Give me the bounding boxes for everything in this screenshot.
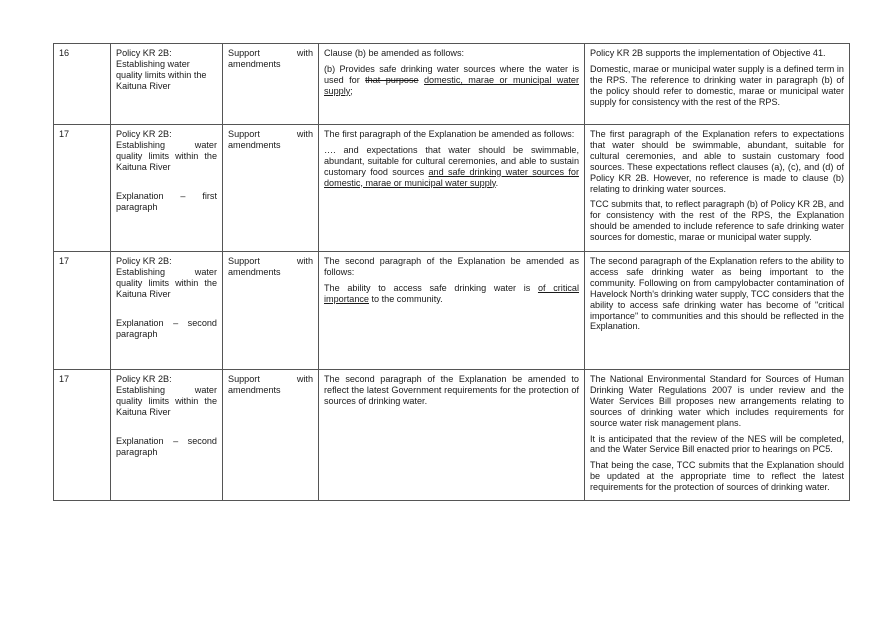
amendment-text: …. and expectations that water should be swimmable, abundant, suitable for cultural ceremonies, and able to sustain customary food sources [324, 144, 579, 177]
policy-title: Establishing water quality limits within the Kaituna River [116, 266, 217, 299]
submission-number-cell [54, 370, 111, 501]
provision-cell [111, 44, 223, 125]
table-row [54, 44, 850, 125]
policy-reference: Policy KR 2B: [116, 48, 172, 58]
reasons-cell [585, 125, 850, 252]
decision-intro: The second paragraph of the Explanation be amended to reflect the latest Government requirements for the protection of sources of drinking water. [324, 374, 579, 406]
decision-intro: Clause (b) be amended as follows: [324, 48, 465, 58]
submission-number: 17 [59, 256, 70, 266]
table-row [54, 252, 850, 370]
decision-amendment [324, 283, 579, 305]
decision-amendment [324, 64, 579, 97]
provision-cell [111, 125, 223, 252]
policy-reference: Policy KR 2B: [116, 374, 172, 384]
provision-subsection: Explanation – second paragraph [116, 435, 217, 457]
inserted-text: and safe drinking water sources for domestic, marae or municipal water supply [324, 166, 579, 188]
policy-reference: Policy KR 2B: [116, 129, 172, 139]
amendment-text: The ability to access safe drinking water is [324, 282, 538, 293]
submission-number: 17 [59, 374, 70, 384]
position-word: with [296, 256, 313, 266]
position-cell [223, 125, 319, 252]
position-cell [223, 252, 319, 370]
amendment-text: . [495, 177, 499, 188]
position-word: with [296, 48, 313, 58]
submission-number: 17 [59, 129, 70, 139]
decision-amendment [324, 145, 579, 189]
submission-number-cell [54, 125, 111, 252]
table-row [54, 370, 850, 501]
document-page [53, 43, 849, 501]
reason-paragraph: That being the case, TCC submits that the Explanation should be updated at the appropriate time to reflect the latest requirements for the protection of sources of drinking water. [590, 460, 844, 493]
submission-number-cell [54, 44, 111, 125]
reason-paragraph: Policy KR 2B supports the implementation of Objective 41. [590, 48, 826, 58]
decision-cell [319, 252, 585, 370]
provision-cell [111, 370, 223, 501]
provision-subsection: Explanation – first paragraph [116, 190, 217, 212]
position-cell [223, 44, 319, 125]
position-word: amendments [228, 139, 281, 150]
position-word: Support [228, 256, 260, 266]
position-word: Support [228, 374, 260, 384]
decision-intro: The second paragraph of the Explanation be amended as follows: [324, 256, 579, 277]
decision-cell [319, 44, 585, 125]
reasons-cell [585, 252, 850, 370]
policy-reference: Policy KR 2B: [116, 256, 172, 266]
position-cell [223, 370, 319, 501]
submission-number: 16 [59, 48, 70, 58]
position-word: Support [228, 129, 260, 139]
decision-cell [319, 125, 585, 252]
reason-paragraph: It is anticipated that the review of the NES will be completed, and the Water Service Bill enacted prior to hearings on PC5. [590, 433, 844, 455]
reason-paragraph: The second paragraph of the Explanation refers to the ability to access safe drinking water as being important to the community. Following on from campylobacter contamination of Havelock North's drinking water supply, TCC considers that the ability to access safe drinking water has become of "critical importance" to communities and this should be reflected in the Explanation. [590, 256, 844, 332]
submission-number-cell [54, 252, 111, 370]
decision-cell [319, 370, 585, 501]
amendment-text: (b) Provides safe drinking water sources where the water is used for [324, 63, 579, 85]
inserted-text: domestic, marae or municipal water supply [324, 74, 580, 96]
deleted-text: that purpose [365, 74, 419, 85]
table-row [54, 125, 850, 252]
position-word: with [296, 129, 313, 139]
inserted-text: of critical importance [324, 282, 579, 304]
position-word: amendments [228, 384, 281, 395]
reasons-cell [585, 370, 850, 501]
provision-subsection: Explanation – second paragraph [116, 317, 217, 339]
submission-table [53, 43, 850, 501]
position-word: with [296, 374, 313, 384]
amendment-text: to the community. [369, 293, 443, 304]
position-word: amendments [228, 58, 281, 69]
policy-title: Establishing water quality limits within the Kaituna River [116, 384, 217, 417]
decision-intro: The first paragraph of the Explanation be amended as follows: [324, 129, 575, 139]
policy-title: Establishing water quality limits within the Kaituna River [116, 58, 207, 91]
reason-paragraph: The National Environmental Standard for Sources of Human Drinking Water Regulations 2007 is under review and the Water Services Bill proposes new arrangements relating to sources of drinking water which includes requirements for source water risk management plans. [590, 374, 844, 428]
amendment-text: ; [350, 85, 353, 96]
reasons-cell [585, 44, 850, 125]
reason-paragraph: The first paragraph of the Explanation refers to expectations that water should be swimmable, abundant, suitable for cultural ceremonies, and able to sustain customary food sources. These expectations reflect clauses (a), (c), and (d) of Policy KR 2B. However, no reference is made to clause (b) relating to drinking water sources. [590, 129, 844, 194]
position-word: amendments [228, 266, 281, 277]
position-word: Support [228, 48, 260, 58]
reason-paragraph: TCC submits that, to reflect paragraph (b) of Policy KR 2B, and for consistency with the rest of the RPS, the Explanation should be amended to include reference to safe drinking water sources for domestic, marae or municipal water supply. [590, 199, 844, 243]
provision-cell [111, 252, 223, 370]
reason-paragraph: Domestic, marae or municipal water supply is a defined term in the RPS. The reference to drinking water in paragraph (b) of the policy should refer to domestic, marae or municipal water supply for consistency with the rest of the RPS. [590, 63, 844, 107]
policy-title: Establishing water quality limits within the Kaituna River [116, 139, 217, 172]
